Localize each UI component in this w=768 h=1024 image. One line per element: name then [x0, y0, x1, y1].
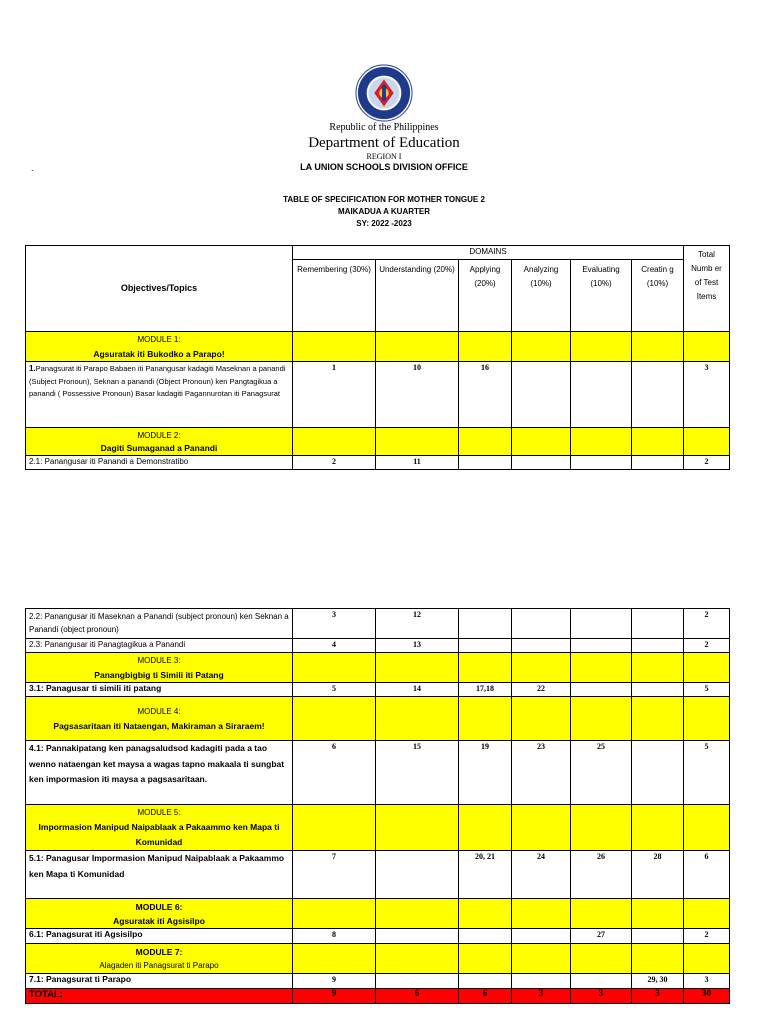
table-row: [26, 362, 730, 428]
table-row: [26, 741, 730, 805]
creating-cell: [632, 639, 684, 653]
understanding-cell: 12: [376, 609, 459, 639]
title-line-1: TABLE OF SPECIFICATION FOR MOTHER TONGUE 2: [283, 195, 485, 204]
applying-header: Applying (20%): [459, 260, 512, 332]
remembering-header: Remembering (30%): [293, 260, 376, 332]
module-label: MODULE 7:: [135, 946, 183, 957]
remembering-cell: 6: [293, 741, 376, 805]
letterhead: [0, 64, 768, 173]
applying-cell: 17,18: [459, 683, 512, 697]
analyzing-cell: [512, 456, 571, 470]
total-label: TOTAL:: [26, 989, 293, 1004]
creating-cell: [632, 929, 684, 944]
department-name: Department of Education: [308, 135, 460, 151]
analyzing-cell: 24: [512, 851, 571, 899]
tos-table-page2: [25, 608, 730, 1004]
total-row: [26, 989, 730, 1004]
table-row: [26, 929, 730, 944]
module-4-cell: [26, 697, 293, 741]
evaluating-header: Evaluating (10%): [571, 260, 632, 332]
understanding-cell: 11: [376, 456, 459, 470]
module-title: Agsuratak iti Bukodko a Parapo!: [93, 348, 225, 359]
analyzing-cell: 23: [512, 741, 571, 805]
applying-total: 6: [459, 989, 512, 1004]
total-cell: 3: [684, 974, 730, 989]
module-5-cell: [26, 805, 293, 851]
remembering-cell: 2: [293, 456, 376, 470]
module-row: [26, 697, 730, 741]
module-row: [26, 805, 730, 851]
understanding-cell: 13: [376, 639, 459, 653]
creating-cell: 28: [632, 851, 684, 899]
table-row: [26, 456, 730, 470]
remembering-cell: 7: [293, 851, 376, 899]
module-title: Dagiti Sumaganad a Panandi: [100, 442, 218, 453]
total-cell: 2: [684, 639, 730, 653]
module-title: Agsuratak iti Agsisilpo: [113, 915, 205, 926]
module-label: MODULE 6:: [135, 901, 183, 912]
module-label: MODULE 3:: [137, 655, 181, 665]
total-cell: 6: [684, 851, 730, 899]
module-title: Panangbigbig ti Simili iti Patang: [94, 669, 224, 680]
division-office: LA UNION SCHOOLS DIVISION OFFICE: [300, 162, 468, 172]
topic-cell: [26, 362, 293, 428]
remembering-cell: 5: [293, 683, 376, 697]
evaluating-total: 3: [571, 989, 632, 1004]
republic-line: Republic of the Philippines: [329, 122, 439, 133]
topic-cell: 2.2: Panangusar iti Maseknan a Panandi (subject pronoun) ken Seknan a Panandi (object pronoun): [26, 609, 293, 639]
title-line-3: SY: 2022 -2023: [356, 219, 412, 228]
total-cell: 2: [684, 929, 730, 944]
creating-cell: [632, 741, 684, 805]
understanding-cell: [376, 974, 459, 989]
module-label: MODULE 1:: [137, 334, 181, 344]
topic-cell: 6.1: Panagsurat iti Agsisilpo: [26, 929, 293, 944]
total-header: Total Numb er of Test Items: [684, 246, 730, 332]
evaluating-cell: [571, 609, 632, 639]
understanding-total: 6: [376, 989, 459, 1004]
analyzing-total: 3: [512, 989, 571, 1004]
understanding-cell: [376, 929, 459, 944]
understanding-cell: [376, 851, 459, 899]
evaluating-cell: 26: [571, 851, 632, 899]
table-row: [26, 683, 730, 697]
understanding-header: Understanding (20%): [376, 260, 459, 332]
module-title: Alagaden iti Panagsurat ti Parapo: [99, 960, 219, 970]
remembering-cell: 9: [293, 974, 376, 989]
module-title: Pagsasaritaan iti Nataengan, Makiraman a Siraraem!: [53, 720, 265, 731]
total-cell: 2: [684, 456, 730, 470]
evaluating-cell: [571, 456, 632, 470]
module-label: MODULE 2:: [137, 430, 181, 440]
creating-cell: [632, 683, 684, 697]
stray-dot: .: [31, 163, 34, 173]
applying-cell: [459, 456, 512, 470]
creating-header: Creatin g (10%): [632, 260, 684, 332]
applying-cell: [459, 974, 512, 989]
region-line: REGION I: [366, 152, 402, 161]
analyzing-cell: [512, 929, 571, 944]
understanding-cell: 14: [376, 683, 459, 697]
remembering-cell: 4: [293, 639, 376, 653]
creating-cell: [632, 362, 684, 428]
evaluating-cell: 27: [571, 929, 632, 944]
topic-cell: 4.1: Pannakipatang ken panagsaludsod kadagiti pada a tao wenno nataengan ket maysa a wagas tapno makaala ti sungbat ken impormasion iti maysa a pagsasaritaan.: [26, 741, 293, 805]
analyzing-header: Analyzing (10%): [512, 260, 571, 332]
topic-cell: 5.1: Panagusar Impormasion Manipud Naipablaak a Pakaammo ken Mapa ti Komunidad: [26, 851, 293, 899]
module-3-cell: [26, 653, 293, 683]
module-row: [26, 944, 730, 974]
objectives-header: Objectives/Topics: [26, 246, 293, 332]
total-cell: 5: [684, 741, 730, 805]
topic-text: Panagsurat iti Parapo Babaen iti Panangusar kadagiti Maseknan a panandi (Subject Pronoun), Seknan a panandi (Object Pronoun) ken Pangtagikua a panandi ( Possessive Pronoun) Basar kadagiti Pagannurotan iti Panagsurat: [29, 364, 286, 398]
topic-cell: 2.1: Panangusar iti Panandi a Demonstratibo: [26, 456, 293, 470]
topic-number: 1.: [29, 364, 36, 373]
module-2-cell: [26, 428, 293, 456]
module-row: [26, 899, 730, 929]
applying-cell: 20, 21: [459, 851, 512, 899]
domains-header: DOMAINS: [293, 246, 684, 260]
remembering-cell: 3: [293, 609, 376, 639]
topic-cell: 3.1: Panagusar ti simili iti patang: [26, 683, 293, 697]
module-row: [26, 332, 730, 362]
total-cell: 2: [684, 609, 730, 639]
module-7-cell: [26, 944, 293, 974]
module-label: MODULE 4:: [137, 706, 181, 716]
table-row: [26, 639, 730, 653]
document-title-block: [0, 194, 768, 230]
creating-cell: [632, 456, 684, 470]
table-row: [26, 609, 730, 639]
evaluating-cell: [571, 639, 632, 653]
analyzing-cell: [512, 639, 571, 653]
applying-cell: [459, 929, 512, 944]
tos-table-page1: [25, 245, 730, 470]
understanding-cell: 10: [376, 362, 459, 428]
applying-cell: 16: [459, 362, 512, 428]
remembering-total: 9: [293, 989, 376, 1004]
applying-cell: 19: [459, 741, 512, 805]
evaluating-cell: [571, 974, 632, 989]
module-6-cell: [26, 899, 293, 929]
topic-cell: 7.1: Panagsurat ti Parapo: [26, 974, 293, 989]
remembering-cell: 8: [293, 929, 376, 944]
evaluating-cell: 25: [571, 741, 632, 805]
analyzing-cell: [512, 609, 571, 639]
analyzing-cell: [512, 974, 571, 989]
total-cell: 5: [684, 683, 730, 697]
module-title: Impormasion Manipud Naipablaak a Pakaammo ken Mapa ti Komunidad: [38, 822, 280, 847]
creating-cell: 29, 30: [632, 974, 684, 989]
analyzing-cell: 22: [512, 683, 571, 697]
module-row: [26, 653, 730, 683]
evaluating-cell: [571, 683, 632, 697]
creating-cell: [632, 609, 684, 639]
understanding-cell: 15: [376, 741, 459, 805]
applying-cell: [459, 639, 512, 653]
creating-total: 3: [632, 989, 684, 1004]
remembering-cell: 1: [293, 362, 376, 428]
module-label: MODULE 5:: [137, 808, 181, 817]
title-line-2: MAIKADUA A KUARTER: [338, 207, 430, 216]
evaluating-cell: [571, 362, 632, 428]
module-1-cell: [26, 332, 293, 362]
deped-seal-icon: [355, 64, 413, 122]
total-cell: 3: [684, 362, 730, 428]
topic-cell: 2.3: Panangusar iti Panagtagikua a Panandi: [26, 639, 293, 653]
module-row: [26, 428, 730, 456]
applying-cell: [459, 609, 512, 639]
grand-total: 30: [684, 989, 730, 1004]
table-row: [26, 851, 730, 899]
table-row: [26, 974, 730, 989]
analyzing-cell: [512, 362, 571, 428]
